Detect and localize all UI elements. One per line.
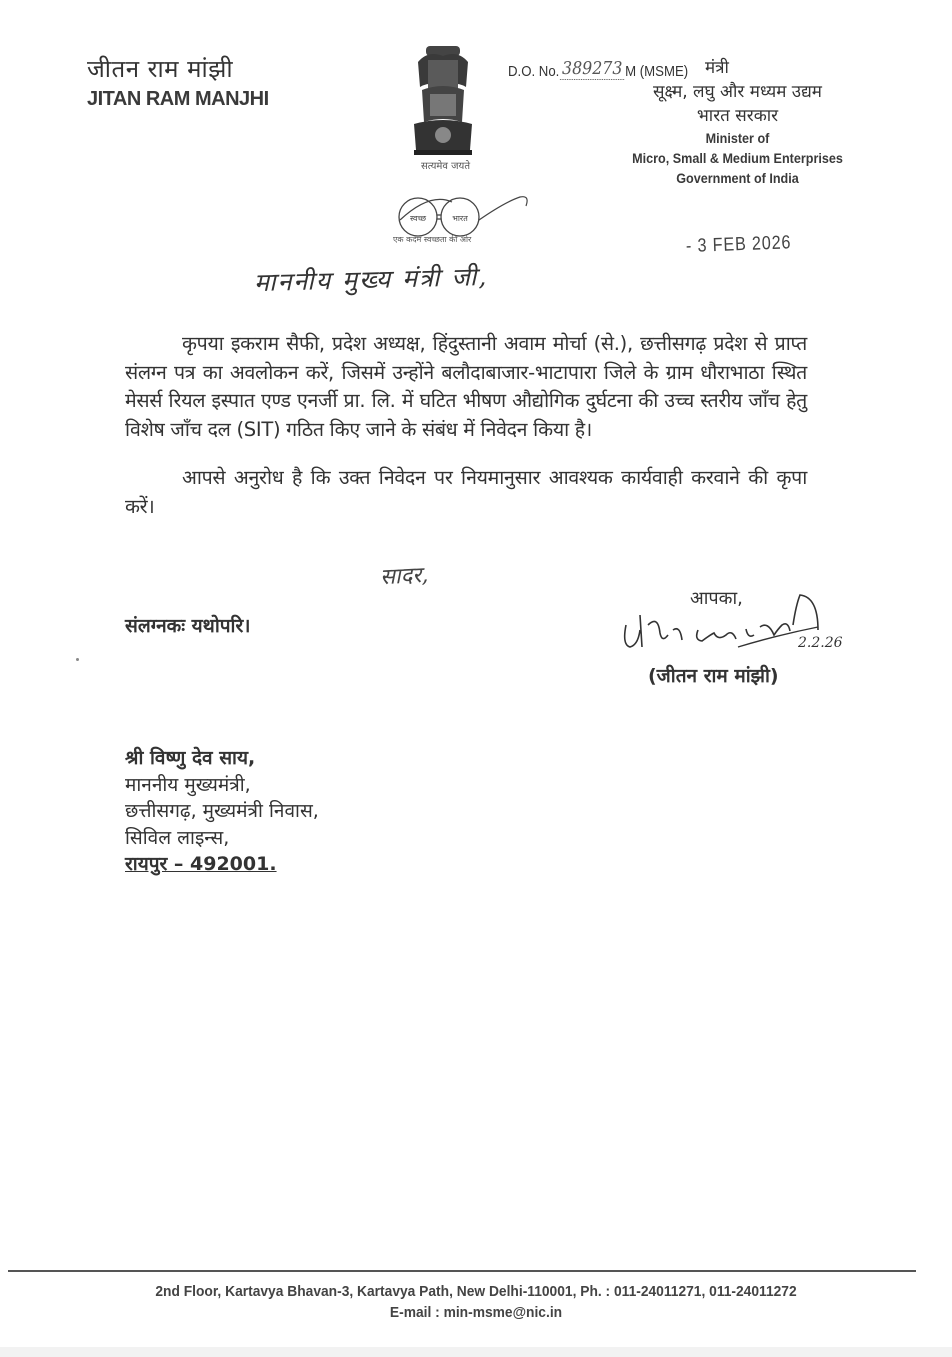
addressee-title: माननीय मुख्यमंत्री,	[125, 773, 251, 796]
swachh-tagline: एक कदम स्वच्छता की ओर	[393, 235, 472, 244]
signatory-name: (जीतन राम मांझी)	[648, 665, 779, 687]
emblem-motto: सत्यमेव जयते	[420, 161, 471, 172]
svg-text:स्वच्छ: स्वच्छ	[409, 214, 427, 223]
svg-text:भारत: भारत	[452, 214, 468, 223]
govt-hindi: भारत सरकार	[696, 106, 779, 126]
addressee-line-2: सिविल लाइन्स,	[125, 826, 230, 849]
date-stamp: - 3 FEB 2026	[685, 232, 792, 257]
ministry-block	[605, 80, 870, 188]
do-number: 389273	[561, 58, 623, 79]
scan-speck	[76, 658, 79, 661]
body-paragraph-1: कृपया इकराम सैफी, प्रदेश अध्यक्ष, हिंदुस्तानी अवाम मोर्चा (से.), छत्तीसगढ़ प्रदेश से प्राप्त संलग्न पत्र का अवलोकन करें, जिसमें उन्होंने बलौदाबाजार-भाटापारा जिले के ग्राम धौराभाठा स्थित मेसर्स रियल इस्पात एण्ड एनर्जी प्रा. लि. में घटित भीषण औद्योगिक दुर्घटना की उच्च स्तरीय जाँच हेतु विशेष जाँच दल (SIT) गठित किए जाने के संबंध में निवेदन किया है।	[125, 332, 807, 441]
handwritten-closing: सादर,	[379, 562, 429, 591]
do-reference	[508, 58, 688, 80]
addressee-name: श्री विष्णु देव साय,	[125, 747, 256, 769]
footer-email: E-mail : min-msme@nic.in	[389, 1304, 563, 1321]
yours-text: आपका,	[690, 588, 743, 609]
body-paragraph-2: आपसे अनुरोध है कि उक्त निवेदन पर नियमानुसार आवश्यक कार्यवाही करवाने की कृपा करें।	[125, 466, 807, 518]
do-prefix: D.O. No.	[508, 63, 560, 80]
footer-address: 2nd Floor, Kartavya Bhavan-3, Kartavya Path, New Delhi-110001, Ph. : 011-24011271, 011-24011272	[155, 1283, 797, 1300]
footer	[38, 1281, 914, 1323]
letter-body	[125, 330, 807, 541]
addressee-line-1: छत्तीसगढ़, मुख्यमंत्री निवास,	[125, 800, 319, 822]
minister-of: Minister of	[705, 130, 770, 146]
addressee-block	[125, 745, 319, 878]
footer-divider	[8, 1270, 916, 1272]
minister-name-english: JITAN RAM MANJHI	[87, 88, 269, 110]
minister-name-hindi: जीतन राम मांझी	[87, 55, 234, 83]
svg-text:2.2.26: 2.2.26	[798, 635, 843, 651]
addressee-city-pin: रायपुर – 492001.	[125, 853, 277, 875]
designation-hindi: मंत्री	[705, 58, 729, 78]
handwritten-salutation: माननीय मुख्य मंत्री जी,	[253, 261, 489, 298]
signature-icon	[618, 585, 878, 665]
ministry-english: Micro, Small & Medium Enterprises	[632, 150, 843, 166]
ministry-hindi: सूक्ष्म, लघु और मध्यम उद्यम	[653, 82, 822, 102]
govt-english: Government of India	[676, 170, 799, 186]
national-emblem-icon	[408, 42, 478, 157]
do-suffix: M (MSME)	[625, 63, 689, 80]
attachment-note: संलग्नकः यथोपरि।	[125, 615, 251, 637]
